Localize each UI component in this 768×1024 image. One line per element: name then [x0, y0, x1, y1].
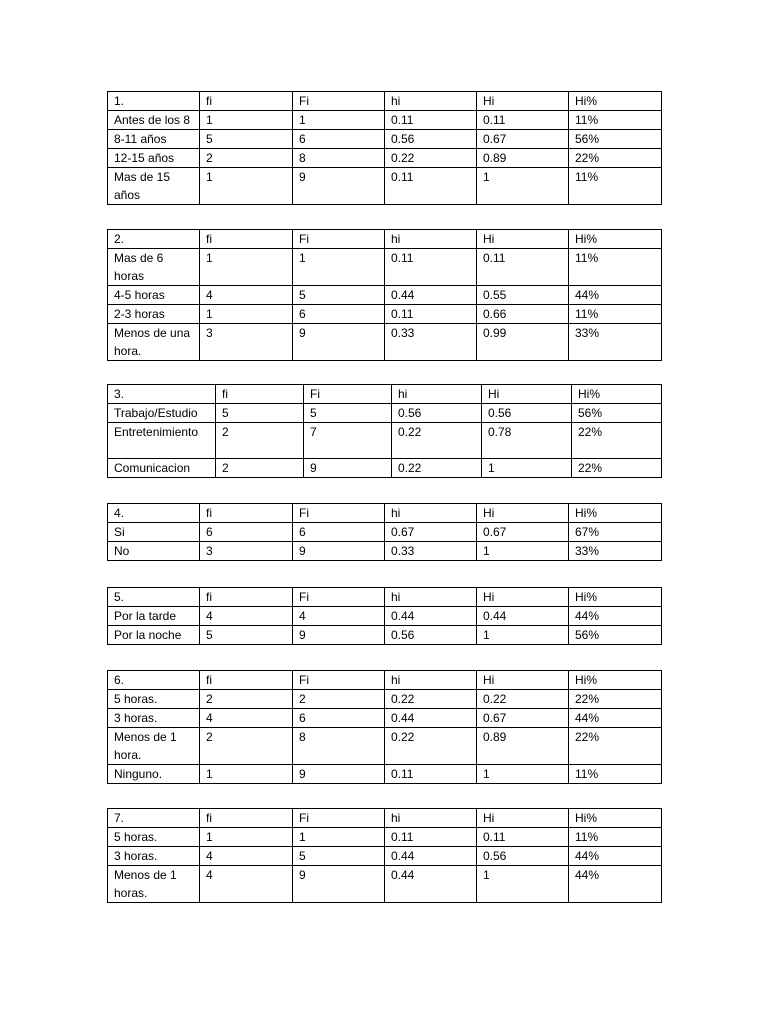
row-label: Por la noche — [108, 626, 200, 645]
table-row — [108, 523, 662, 542]
cell-value: 2 — [200, 690, 293, 709]
table-row — [108, 765, 662, 784]
table-row — [108, 404, 662, 423]
cell-value: 0.78 — [482, 423, 572, 459]
cell-value: 0.22 — [477, 690, 569, 709]
table-row — [108, 607, 662, 626]
column-header: Hi — [477, 92, 569, 111]
cell-value: 5 — [293, 286, 385, 305]
question-number: 2. — [108, 230, 200, 249]
cell-value: 56% — [572, 404, 662, 423]
cell-value: 11% — [569, 249, 662, 286]
cell-value: 1 — [477, 866, 569, 903]
table-header-row — [108, 809, 662, 828]
column-header: Fi — [293, 671, 385, 690]
cell-value: 22% — [572, 423, 662, 459]
column-header: Hi — [477, 671, 569, 690]
table-row — [108, 542, 662, 561]
cell-value: 1 — [293, 249, 385, 286]
row-label: 8-11 años — [108, 130, 200, 149]
table-header-row — [108, 671, 662, 690]
row-label: No — [108, 542, 200, 561]
cell-value: 0.22 — [385, 728, 477, 765]
cell-value: 6 — [293, 130, 385, 149]
column-header: Fi — [293, 809, 385, 828]
cell-value: 2 — [293, 690, 385, 709]
cell-value: 0.89 — [477, 728, 569, 765]
cell-value: 1 — [293, 111, 385, 130]
cell-value: 44% — [569, 866, 662, 903]
cell-value: 44% — [569, 607, 662, 626]
frequency-table-3 — [107, 384, 662, 478]
cell-value: 8 — [293, 728, 385, 765]
cell-value: 0.22 — [392, 459, 482, 478]
cell-value: 0.33 — [385, 324, 477, 361]
column-header: Hi% — [569, 809, 662, 828]
row-label: Menos de una hora. — [108, 324, 200, 361]
cell-value: 9 — [293, 542, 385, 561]
row-label: Por la tarde — [108, 607, 200, 626]
cell-value: 2 — [216, 423, 304, 459]
question-number: 6. — [108, 671, 200, 690]
cell-value: 1 — [477, 765, 569, 784]
cell-value: 0.99 — [477, 324, 569, 361]
table-row — [108, 305, 662, 324]
frequency-table-5 — [107, 587, 662, 645]
cell-value: 9 — [293, 168, 385, 205]
table-row — [108, 130, 662, 149]
table-row — [108, 111, 662, 130]
table-row — [108, 690, 662, 709]
column-header: Fi — [293, 504, 385, 523]
cell-value: 0.44 — [477, 607, 569, 626]
cell-value: 1 — [200, 168, 293, 205]
cell-value: 11% — [569, 168, 662, 205]
cell-value: 0.22 — [385, 149, 477, 168]
column-header: Hi — [477, 504, 569, 523]
table-row — [108, 168, 662, 205]
row-label: Si — [108, 523, 200, 542]
cell-value: 22% — [569, 728, 662, 765]
cell-value: 0.11 — [385, 828, 477, 847]
cell-value: 33% — [569, 324, 662, 361]
cell-value: 1 — [477, 542, 569, 561]
column-header: Hi — [477, 588, 569, 607]
row-label: Menos de 1 horas. — [108, 866, 200, 903]
cell-value: 4 — [200, 847, 293, 866]
cell-value: 11% — [569, 111, 662, 130]
cell-value: 0.67 — [385, 523, 477, 542]
cell-value: 0.11 — [385, 305, 477, 324]
cell-value: 11% — [569, 305, 662, 324]
cell-value: 0.56 — [482, 404, 572, 423]
cell-value: 0.44 — [385, 286, 477, 305]
table-row — [108, 459, 662, 478]
cell-value: 4 — [293, 607, 385, 626]
cell-value: 56% — [569, 626, 662, 645]
cell-value: 7 — [304, 423, 392, 459]
cell-value: 0.11 — [385, 111, 477, 130]
column-header: hi — [385, 504, 477, 523]
frequency-table-4 — [107, 503, 662, 561]
column-header: fi — [200, 809, 293, 828]
row-label: Menos de 1 hora. — [108, 728, 200, 765]
table-header-row — [108, 588, 662, 607]
cell-value: 1 — [477, 626, 569, 645]
column-header: fi — [200, 230, 293, 249]
cell-value: 1 — [200, 249, 293, 286]
column-header: Hi% — [569, 671, 662, 690]
cell-value: 33% — [569, 542, 662, 561]
cell-value: 56% — [569, 130, 662, 149]
column-header: Fi — [304, 385, 392, 404]
column-header: hi — [385, 588, 477, 607]
column-header: Hi — [477, 809, 569, 828]
table-row — [108, 626, 662, 645]
question-number: 1. — [108, 92, 200, 111]
table-row — [108, 828, 662, 847]
cell-value: 44% — [569, 709, 662, 728]
cell-value: 1 — [293, 828, 385, 847]
row-label: Mas de 15 años — [108, 168, 200, 205]
cell-value: 67% — [569, 523, 662, 542]
cell-value: 9 — [293, 626, 385, 645]
row-label: 5 horas. — [108, 690, 200, 709]
cell-value: 6 — [293, 523, 385, 542]
cell-value: 6 — [293, 305, 385, 324]
cell-value: 5 — [200, 626, 293, 645]
cell-value: 9 — [304, 459, 392, 478]
column-header: Hi% — [572, 385, 662, 404]
cell-value: 9 — [293, 765, 385, 784]
cell-value: 9 — [293, 866, 385, 903]
frequency-table-6 — [107, 670, 662, 784]
question-number: 3. — [108, 385, 216, 404]
row-label: 12-15 años — [108, 149, 200, 168]
column-header: hi — [385, 809, 477, 828]
cell-value: 6 — [293, 709, 385, 728]
column-header: hi — [385, 92, 477, 111]
cell-value: 0.11 — [477, 111, 569, 130]
cell-value: 0.11 — [385, 249, 477, 286]
cell-value: 1 — [200, 765, 293, 784]
cell-value: 9 — [293, 324, 385, 361]
frequency-table-2 — [107, 229, 662, 361]
cell-value: 1 — [477, 168, 569, 205]
cell-value: 3 — [200, 324, 293, 361]
row-label: 2-3 horas — [108, 305, 200, 324]
column-header: fi — [200, 504, 293, 523]
column-header: fi — [216, 385, 304, 404]
table-row — [108, 324, 662, 361]
row-label: Entretenimiento — [108, 423, 216, 459]
cell-value: 2 — [200, 728, 293, 765]
cell-value: 0.44 — [385, 607, 477, 626]
question-number: 5. — [108, 588, 200, 607]
cell-value: 0.67 — [477, 130, 569, 149]
cell-value: 0.33 — [385, 542, 477, 561]
table-row — [108, 847, 662, 866]
cell-value: 0.67 — [477, 709, 569, 728]
cell-value: 8 — [293, 149, 385, 168]
table-row — [108, 709, 662, 728]
table-row — [108, 866, 662, 903]
column-header: Hi% — [569, 92, 662, 111]
cell-value: 22% — [572, 459, 662, 478]
cell-value: 44% — [569, 286, 662, 305]
table-header-row — [108, 385, 662, 404]
table-header-row — [108, 92, 662, 111]
cell-value: 0.67 — [477, 523, 569, 542]
column-header: fi — [200, 671, 293, 690]
question-number: 4. — [108, 504, 200, 523]
cell-value: 11% — [569, 765, 662, 784]
cell-value: 4 — [200, 709, 293, 728]
cell-value: 0.11 — [385, 765, 477, 784]
column-header: Fi — [293, 92, 385, 111]
row-label: 5 horas. — [108, 828, 200, 847]
cell-value: 1 — [200, 111, 293, 130]
cell-value: 1 — [200, 828, 293, 847]
column-header: Hi — [482, 385, 572, 404]
column-header: Hi% — [569, 504, 662, 523]
table-row — [108, 728, 662, 765]
cell-value: 4 — [200, 607, 293, 626]
cell-value: 22% — [569, 690, 662, 709]
row-label: Antes de los 8 — [108, 111, 200, 130]
table-row — [108, 286, 662, 305]
column-header: fi — [200, 92, 293, 111]
cell-value: 5 — [200, 130, 293, 149]
cell-value: 0.44 — [385, 709, 477, 728]
cell-value: 3 — [200, 542, 293, 561]
cell-value: 5 — [304, 404, 392, 423]
cell-value: 0.22 — [385, 690, 477, 709]
cell-value: 0.56 — [477, 847, 569, 866]
row-label: Trabajo/Estudio — [108, 404, 216, 423]
column-header: Hi% — [569, 230, 662, 249]
row-label: 3 horas. — [108, 847, 200, 866]
cell-value: 0.89 — [477, 149, 569, 168]
cell-value: 22% — [569, 149, 662, 168]
row-label: Ninguno. — [108, 765, 200, 784]
cell-value: 1 — [200, 305, 293, 324]
column-header: Fi — [293, 588, 385, 607]
cell-value: 5 — [216, 404, 304, 423]
cell-value: 0.11 — [477, 249, 569, 286]
cell-value: 2 — [200, 149, 293, 168]
cell-value: 11% — [569, 828, 662, 847]
cell-value: 5 — [293, 847, 385, 866]
column-header: hi — [385, 230, 477, 249]
frequency-table-7 — [107, 808, 662, 903]
cell-value: 0.44 — [385, 866, 477, 903]
cell-value: 6 — [200, 523, 293, 542]
table-row — [108, 423, 662, 459]
row-label: Mas de 6 horas — [108, 249, 200, 286]
row-label: 3 horas. — [108, 709, 200, 728]
table-row — [108, 249, 662, 286]
table-header-row — [108, 504, 662, 523]
question-number: 7. — [108, 809, 200, 828]
cell-value: 4 — [200, 866, 293, 903]
cell-value: 2 — [216, 459, 304, 478]
column-header: Hi — [477, 230, 569, 249]
cell-value: 44% — [569, 847, 662, 866]
cell-value: 0.66 — [477, 305, 569, 324]
cell-value: 0.55 — [477, 286, 569, 305]
cell-value: 0.11 — [477, 828, 569, 847]
cell-value: 0.44 — [385, 847, 477, 866]
cell-value: 0.11 — [385, 168, 477, 205]
cell-value: 0.56 — [385, 626, 477, 645]
column-header: fi — [200, 588, 293, 607]
cell-value: 0.56 — [385, 130, 477, 149]
column-header: hi — [385, 671, 477, 690]
table-row — [108, 149, 662, 168]
column-header: Fi — [293, 230, 385, 249]
cell-value: 4 — [200, 286, 293, 305]
row-label: 4-5 horas — [108, 286, 200, 305]
column-header: Hi% — [569, 588, 662, 607]
table-header-row — [108, 230, 662, 249]
cell-value: 0.56 — [392, 404, 482, 423]
cell-value: 0.22 — [392, 423, 482, 459]
row-label: Comunicacion — [108, 459, 216, 478]
frequency-table-1 — [107, 91, 662, 205]
cell-value: 1 — [482, 459, 572, 478]
column-header: hi — [392, 385, 482, 404]
